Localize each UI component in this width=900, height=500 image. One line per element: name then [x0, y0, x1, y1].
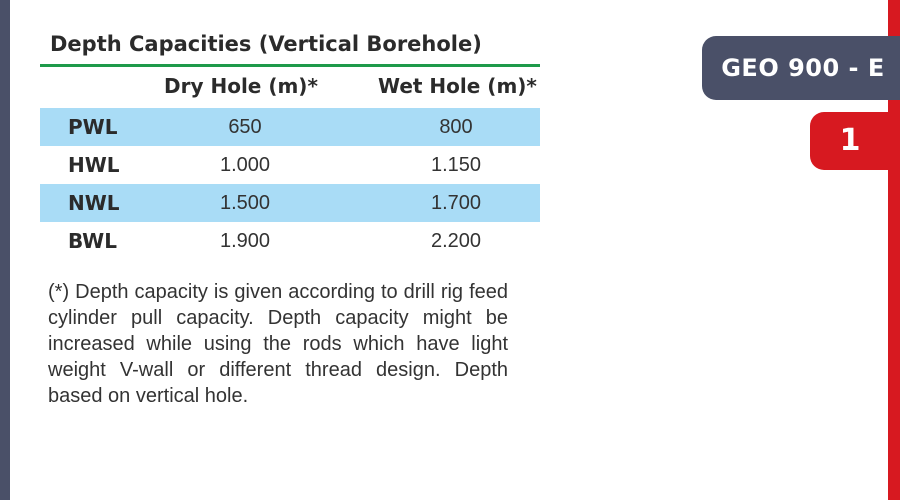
table-row-pwl: [40, 108, 540, 146]
row-label: NWL: [68, 191, 120, 215]
table-header-row: [40, 68, 540, 108]
title-underline: [40, 64, 540, 67]
dry-hole-value: 1.000: [219, 154, 271, 176]
wet-hole-value: 2.200: [430, 230, 482, 252]
dry-hole-value: 1.900: [219, 230, 271, 252]
footnote: (*) Depth capacity is given according to drill rig feed cylinder pull capacity. Depth capacity might be increased while using the rods which have light weight V-wall or different thread design. Depth based on vertical hole.: [48, 281, 508, 407]
model-tab: GEO 900 - E: [702, 36, 900, 100]
row-label: BWL: [68, 229, 117, 253]
section-title: Depth Capacities (Vertical Borehole): [50, 32, 482, 56]
wet-hole-value: 800: [439, 116, 473, 138]
column-header-wet-hole: Wet Hole (m)*: [378, 74, 537, 98]
table-row-bwl: [40, 222, 540, 260]
dry-hole-value: 1.500: [219, 192, 271, 214]
row-label: HWL: [68, 153, 120, 177]
dry-hole-value: 650: [228, 116, 262, 138]
row-label: PWL: [68, 115, 118, 139]
wet-hole-value: 1.700: [430, 192, 482, 214]
table-row-hwl: [40, 146, 540, 184]
left-edge-bar: [0, 0, 10, 500]
page-number-tab: 1: [810, 112, 900, 170]
table-row-nwl: [40, 184, 540, 222]
column-header-dry-hole: Dry Hole (m)*: [164, 74, 318, 98]
wet-hole-value: 1.150: [430, 154, 482, 176]
depth-capacity-table: [40, 68, 540, 260]
